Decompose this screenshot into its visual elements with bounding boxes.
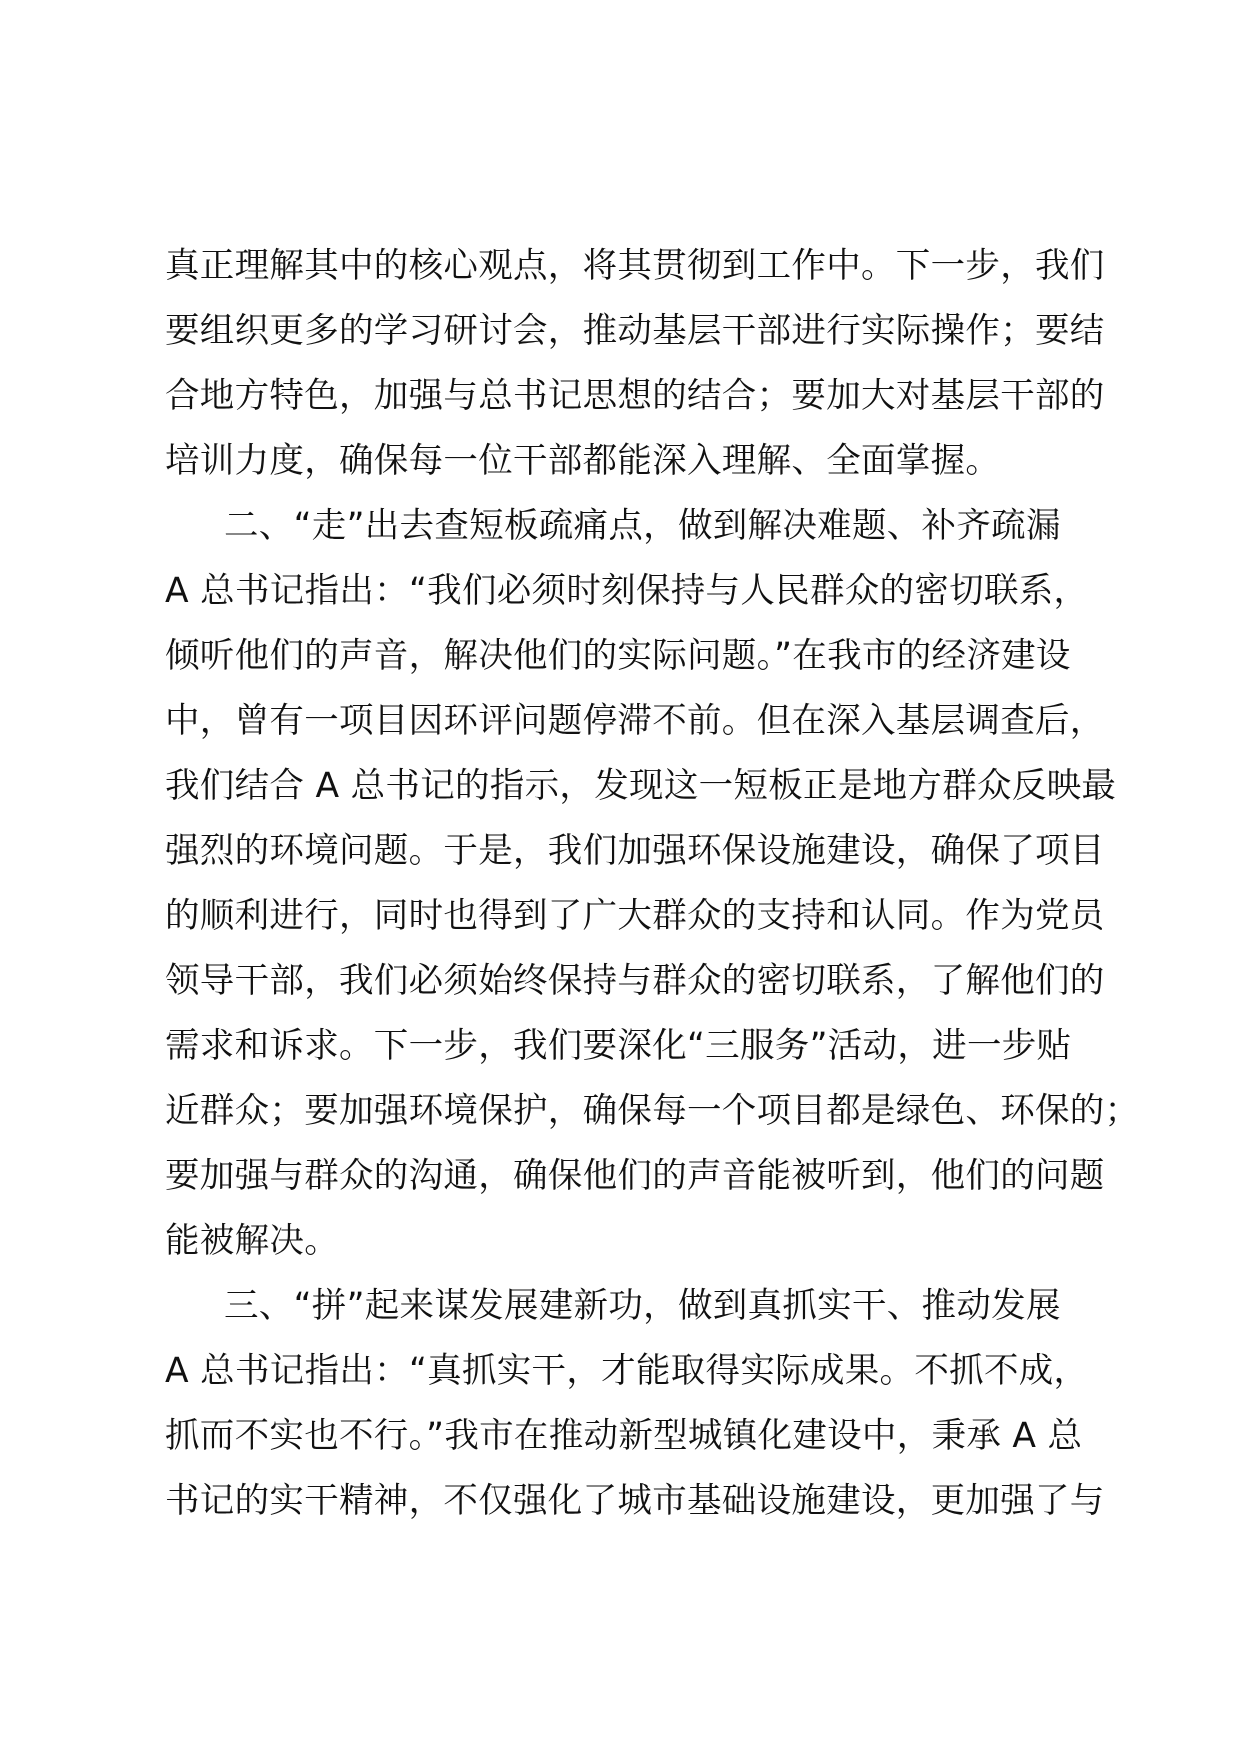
body-text-line: 倾听他们的声音，解决他们的实际问题。”在我市的经济建设 bbox=[165, 636, 1071, 676]
section-heading: 二、“走”出去查短板疏痛点，做到解决难题、补齐疏漏 bbox=[224, 506, 1061, 546]
section-heading: 三、“拼”起来谋发展建新功，做到真抓实干、推动发展 bbox=[224, 1286, 1061, 1326]
body-text-line: 近群众；要加强环境保护，确保每一个项目都是绿色、环保的； bbox=[165, 1091, 1140, 1131]
body-text-line: 强烈的环境问题。于是，我们加强环保设施建设，确保了项目 bbox=[165, 831, 1105, 871]
body-text-line: 要加强与群众的沟通，确保他们的声音能被听到，他们的问题 bbox=[165, 1156, 1105, 1196]
body-text-line: A 总书记指出：“我们必须时刻保持与人民群众的密切联系， bbox=[165, 571, 1089, 611]
body-text-line: 需求和诉求。下一步，我们要深化“三服务”活动，进一步贴 bbox=[165, 1026, 1072, 1066]
body-text-line: A 总书记指出：“真抓实干，才能取得实际成果。不抓不成， bbox=[165, 1351, 1089, 1391]
body-text-line: 要组织更多的学习研讨会，推动基层干部进行实际操作；要结 bbox=[165, 311, 1105, 351]
body-text-line: 合地方特色，加强与总书记思想的结合；要加大对基层干部的 bbox=[165, 376, 1105, 416]
body-text-line: 的顺利进行，同时也得到了广大群众的支持和认同。作为党员 bbox=[165, 896, 1105, 936]
body-text-line: 真正理解其中的核心观点，将其贯彻到工作中。下一步，我们 bbox=[165, 246, 1105, 286]
body-text-line: 领导干部，我们必须始终保持与群众的密切联系，了解他们的 bbox=[165, 961, 1105, 1001]
body-text-line: 中，曾有一项目因环评问题停滞不前。但在深入基层调查后， bbox=[165, 701, 1105, 741]
body-text-line: 我们结合 A 总书记的指示，发现这一短板正是地方群众反映最 bbox=[165, 766, 1117, 806]
body-text-line: 书记的实干精神，不仅强化了城市基础设施建设，更加强了与 bbox=[165, 1481, 1105, 1521]
body-text-line: 培训力度，确保每一位干部都能深入理解、全面掌握。 bbox=[165, 441, 1001, 481]
body-text-line: 抓而不实也不行。”我市在推动新型城镇化建设中，秉承 A 总 bbox=[165, 1416, 1083, 1456]
body-text-line: 能被解决。 bbox=[165, 1221, 339, 1261]
